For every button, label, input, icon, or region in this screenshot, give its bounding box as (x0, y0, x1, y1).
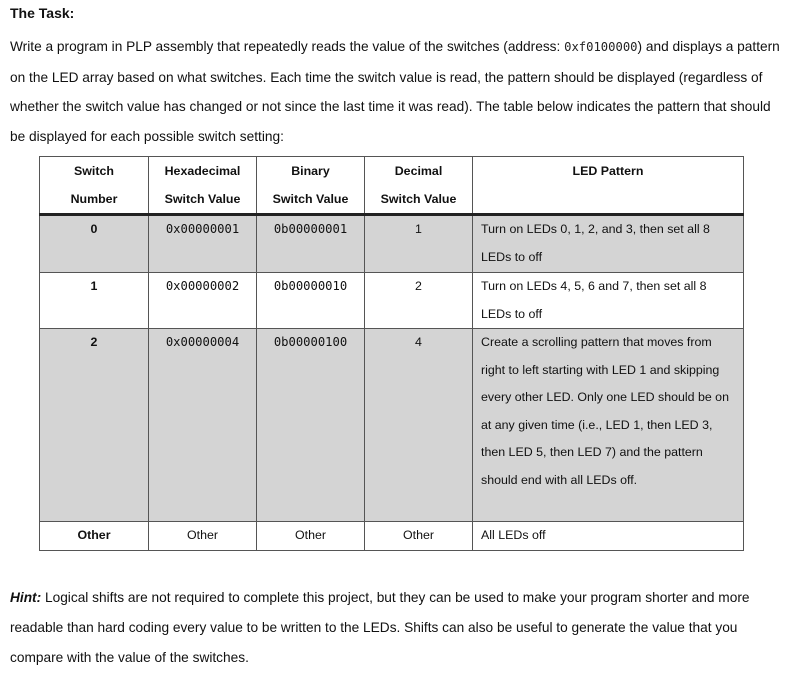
decimal-value-cell: 1 (365, 215, 473, 273)
table-row (40, 273, 744, 329)
header-decimal-value (365, 157, 473, 215)
header-line: Switch (74, 164, 114, 178)
header-binary-value (257, 157, 365, 215)
description-text-after: ) and displays a pattern on the LED array based on what switches. Each time the switch value is read, the pattern should be displayed (regardless of whether the switch value has changed or not since the last time it was read). The table below indicates the pattern that should be displayed for each possible switch setting: (10, 39, 780, 144)
header-line: Hexadecimal (164, 164, 241, 178)
header-line: Switch Value (164, 192, 241, 206)
description-text-before: Write a program in PLP assembly that repeatedly reads the value of the switches (address: (10, 39, 565, 54)
table-row (40, 522, 744, 551)
hex-value-cell: Other (149, 522, 257, 551)
switch-number-cell: 0 (40, 215, 149, 273)
switch-address: 0xf0100000 (564, 40, 638, 54)
led-pattern-cell: All LEDs off (473, 522, 744, 551)
task-heading: The Task: (10, 5, 75, 21)
header-hex-value (149, 157, 257, 215)
header-line: LED Pattern (572, 164, 644, 178)
header-led-pattern (473, 157, 744, 215)
decimal-value-cell: 2 (365, 273, 473, 329)
hint-paragraph (10, 583, 782, 673)
table-header-row (40, 157, 744, 215)
hex-value-cell: 0x00000001 (149, 215, 257, 273)
task-description (10, 32, 782, 151)
header-line: Decimal (394, 164, 443, 178)
switch-number-cell: 2 (40, 329, 149, 522)
hex-value-cell: 0x00000004 (149, 329, 257, 522)
header-line: Switch Value (272, 192, 349, 206)
decimal-value-cell: 4 (365, 329, 473, 522)
switch-pattern-table (39, 156, 744, 551)
binary-value-cell: Other (257, 522, 365, 551)
switch-number-cell: Other (40, 522, 149, 551)
binary-value-cell: 0b00000100 (257, 329, 365, 522)
header-line: Switch Value (380, 192, 457, 206)
hex-value-cell: 0x00000002 (149, 273, 257, 329)
led-pattern-cell: Turn on LEDs 4, 5, 6 and 7, then set all 8 LEDs to off (473, 273, 744, 329)
header-line: Binary (291, 164, 330, 178)
table-row (40, 215, 744, 273)
decimal-value-cell: Other (365, 522, 473, 551)
hint-label: Hint: (10, 590, 42, 605)
led-pattern-cell: Turn on LEDs 0, 1, 2, and 3, then set all 8 LEDs to off (473, 215, 744, 273)
binary-value-cell: 0b00000001 (257, 215, 365, 273)
switch-number-cell: 1 (40, 273, 149, 329)
hint-text: Logical shifts are not required to complete this project, but they can be used to make your program shorter and more readable than hard coding every value to be written to the LEDs. Shifts can also be useful to generate the value that you compare with the value of the switches. (10, 590, 750, 665)
table-row (40, 329, 744, 522)
led-pattern-cell: Create a scrolling pattern that moves from right to left starting with LED 1 and skipping every other LED. Only one LED should be on at any given time (i.e., LED 1, then LED 3, then LED 5, then LED 7) and the pattern should end with all LEDs off. (473, 329, 744, 522)
header-switch-number (40, 157, 149, 215)
header-line: Number (70, 192, 118, 206)
binary-value-cell: 0b00000010 (257, 273, 365, 329)
